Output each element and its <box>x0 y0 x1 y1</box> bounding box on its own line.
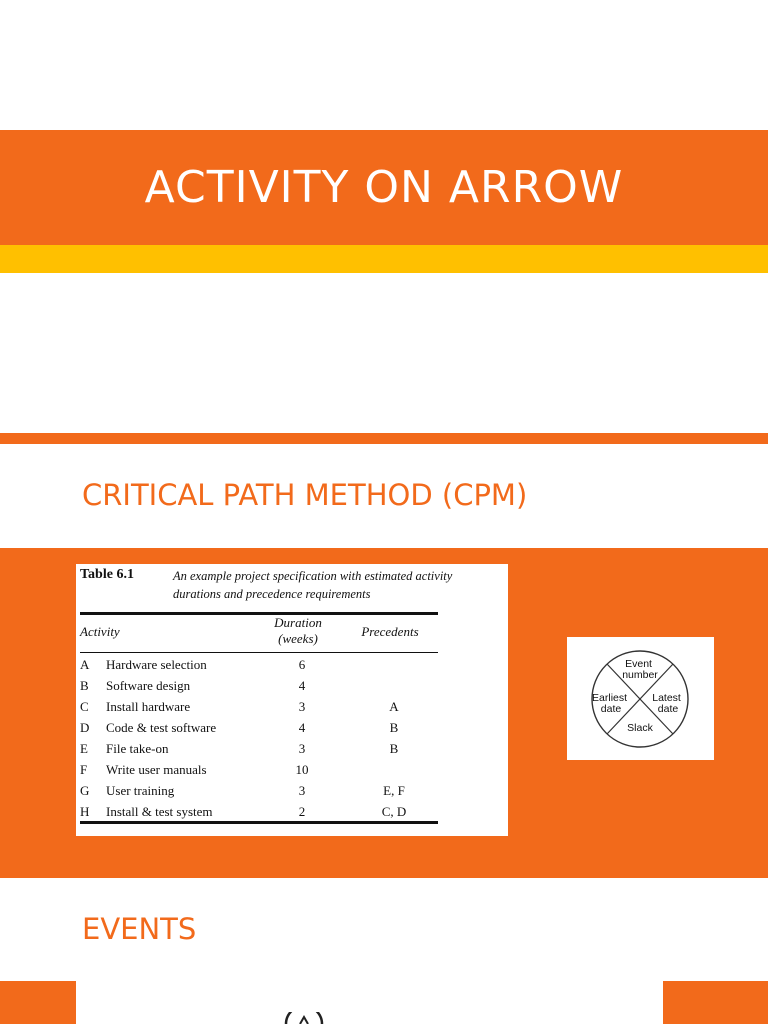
row-duration: 3 <box>298 783 306 798</box>
row-activity: Hardware selection <box>106 657 207 672</box>
latest-date-label <box>652 692 684 715</box>
row-precedents: B <box>389 720 399 735</box>
row-duration: 2 <box>298 804 306 819</box>
event-number-line2: number <box>622 669 658 681</box>
cpm-heading: CRITICAL PATH METHOD (CPM) <box>82 478 528 512</box>
header-duration-line2: (weeks) <box>278 631 318 646</box>
row-code: F <box>80 762 88 777</box>
row-code: D <box>80 720 90 735</box>
event-number-line1: Event <box>625 658 652 670</box>
row-code: G <box>80 783 90 798</box>
table-row <box>80 654 438 675</box>
table-caption: An example project specification with estimated activity durations and precedence requirements <box>173 569 453 601</box>
row-activity: Install hardware <box>106 699 191 714</box>
earliest-date-line1: Earliest <box>592 692 628 704</box>
header-activity: Activity <box>80 624 120 639</box>
event-node-legend <box>567 637 714 760</box>
events-heading: EVENTS <box>82 912 197 946</box>
bottom-panel-right <box>663 981 768 1024</box>
table-row <box>80 696 438 717</box>
title-accent-stripe <box>0 245 768 273</box>
table-row <box>80 738 438 759</box>
row-duration: 3 <box>298 699 306 714</box>
row-activity: User training <box>106 783 175 798</box>
table-row <box>80 780 438 801</box>
latest-date-line1: Latest <box>652 692 681 704</box>
row-duration: 10 <box>295 762 309 777</box>
row-code: H <box>80 804 90 819</box>
table-rule-header <box>80 652 438 653</box>
earliest-date-label <box>592 692 630 715</box>
row-code: A <box>80 657 90 672</box>
table-row <box>80 759 438 780</box>
latest-date-line2: date <box>657 703 679 715</box>
table-row <box>80 801 438 822</box>
row-duration: 3 <box>298 741 306 756</box>
row-code: B <box>80 678 89 693</box>
event-node-diagram <box>567 637 714 760</box>
header-duration <box>264 615 332 647</box>
section-divider <box>0 433 768 444</box>
row-duration: 4 <box>298 720 306 735</box>
slide-title: ACTIVITY ON ARROW <box>144 162 624 213</box>
row-code: E <box>80 741 88 756</box>
row-duration: 6 <box>298 657 306 672</box>
event-node-partial-icon <box>282 1012 326 1024</box>
row-duration: 4 <box>298 678 306 693</box>
table-rule-bottom <box>80 821 438 824</box>
bottom-panel-left <box>0 981 76 1024</box>
event-number-label <box>622 658 658 681</box>
row-activity: Write user manuals <box>106 762 207 777</box>
table-row <box>80 675 438 696</box>
row-precedents: B <box>389 741 399 756</box>
row-precedents: C, D <box>381 804 407 819</box>
row-activity: Software design <box>106 678 191 693</box>
row-activity: Install & test system <box>106 804 213 819</box>
activity-table <box>76 564 508 836</box>
row-precedents: E, F <box>383 783 405 798</box>
header-precedents: Precedents <box>361 624 419 639</box>
header-duration-line1: Duration <box>274 615 322 630</box>
row-activity: Code & test software <box>106 720 217 735</box>
row-activity: File take-on <box>106 741 169 756</box>
row-precedents: A <box>389 699 399 714</box>
slack-label: Slack <box>627 722 653 734</box>
table-rule-top <box>80 612 438 615</box>
table-label: Table 6.1 <box>80 567 134 582</box>
row-code: C <box>80 699 89 714</box>
table-row <box>80 717 438 738</box>
earliest-date-line2: date <box>600 703 622 715</box>
